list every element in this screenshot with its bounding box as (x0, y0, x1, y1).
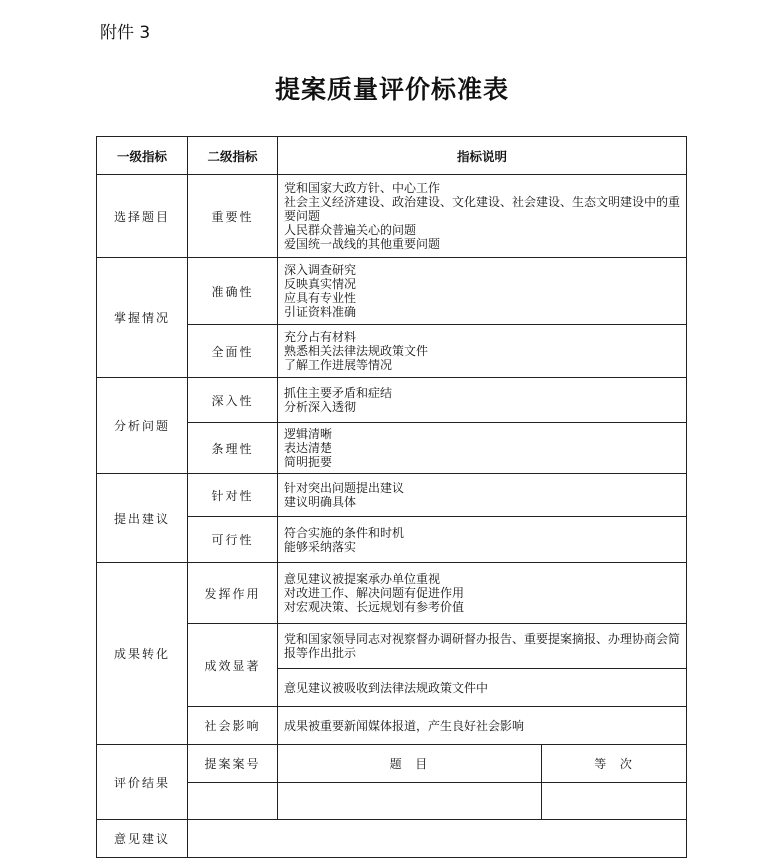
description-line: 应具有专业性 (284, 291, 357, 305)
description-cell (278, 669, 687, 707)
header-level2: 二级指标 (188, 137, 278, 175)
description-line: 能够采纳落实 (284, 539, 357, 554)
header-description: 指标说明 (278, 137, 687, 175)
level2-cell: 准确性 (188, 258, 278, 325)
opinion-label: 意见建议 (97, 820, 188, 858)
level2-cell: 成效显著 (188, 624, 278, 707)
evaluation-header-row (97, 745, 687, 783)
description-line: 针对突出问题提出建议 (284, 481, 405, 495)
level2-cell: 可行性 (188, 517, 278, 563)
description-line: 抓住主要矛盾和症结 (284, 386, 393, 400)
level2-cell: 重要性 (188, 175, 278, 258)
description-line: 对改进工作、解决问题有促进作用 (284, 586, 465, 600)
description-line: 对宏观决策、长远规划有参考价值 (284, 600, 465, 614)
level2-cell: 全面性 (188, 325, 278, 378)
table-row (97, 474, 687, 517)
description-line: 成果被重要新闻媒体报道，产生良好社会影响 (284, 718, 525, 733)
grade-field[interactable] (542, 783, 687, 820)
description-line: 逻辑清晰 (284, 427, 333, 441)
description-cell (278, 378, 687, 423)
topic-header: 题 目 (278, 745, 542, 783)
header-level1: 一级指标 (97, 137, 188, 175)
description-cell (278, 624, 687, 669)
grade-header: 等 次 (542, 745, 687, 783)
description-line: 引证资料准确 (284, 305, 357, 319)
case-number-header: 提案案号 (188, 745, 278, 783)
header-row (97, 137, 687, 175)
level1-cell: 选择题目 (97, 175, 188, 258)
description-line: 分析深入透彻 (284, 400, 357, 414)
description-line: 简明扼要 (284, 455, 333, 469)
table-row (97, 563, 687, 624)
description-line: 反映真实情况 (284, 277, 357, 291)
description-line: 党和国家大政方针、中心工作 (284, 181, 441, 195)
description-cell (278, 563, 687, 624)
level2-cell: 社会影响 (188, 707, 278, 745)
table-row (97, 258, 687, 325)
description-cell (278, 707, 687, 745)
description-cell (278, 175, 687, 258)
level1-cell: 分析问题 (97, 378, 188, 474)
opinion-row (97, 820, 687, 858)
level1-cell: 成果转化 (97, 563, 188, 745)
level1-cell: 提出建议 (97, 474, 188, 563)
page-title: 提案质量评价标准表 (274, 75, 509, 104)
description-line: 人民群众普遍关心的问题 (284, 223, 417, 237)
level2-cell: 条理性 (188, 423, 278, 474)
description-line: 社会主义经济建设、政治建设、文化建设、社会建设、生态文明建设中的重要问题 (284, 195, 681, 223)
description-line: 表达清楚 (284, 441, 333, 455)
description-cell (278, 423, 687, 474)
evaluation-label: 评价结果 (97, 745, 188, 820)
description-line: 党和国家领导同志对视察督办调研督办报告、重要提案摘报、办理协商会简报等作出批示 (284, 632, 681, 660)
level2-cell: 深入性 (188, 378, 278, 423)
attachment-label: 附件 3 (100, 23, 151, 43)
description-line: 爱国统一战线的其他重要问题 (284, 237, 441, 251)
topic-field[interactable] (278, 783, 542, 820)
description-line: 了解工作进展等情况 (284, 358, 393, 372)
description-cell (278, 325, 687, 378)
description-cell (278, 474, 687, 517)
level2-cell: 针对性 (188, 474, 278, 517)
description-line: 意见建议被吸收到法律法规政策文件中 (284, 680, 489, 695)
description-cell (278, 258, 687, 325)
level2-cell: 发挥作用 (188, 563, 278, 624)
opinion-field[interactable] (188, 820, 687, 858)
table-row (97, 378, 687, 423)
description-line: 深入调查研究 (284, 263, 357, 277)
description-line: 熟悉相关法律法规政策文件 (284, 344, 429, 358)
case-number-field[interactable] (188, 783, 278, 820)
description-line: 符合实施的条件和时机 (284, 525, 405, 540)
table-row (97, 175, 687, 258)
description-line: 意见建议被提案承办单位重视 (284, 572, 441, 586)
description-line: 充分占有材料 (284, 330, 357, 344)
description-cell (278, 517, 687, 563)
level1-cell: 掌握情况 (97, 258, 188, 378)
description-line: 建议明确具体 (284, 495, 357, 509)
evaluation-standard-table (96, 136, 687, 858)
